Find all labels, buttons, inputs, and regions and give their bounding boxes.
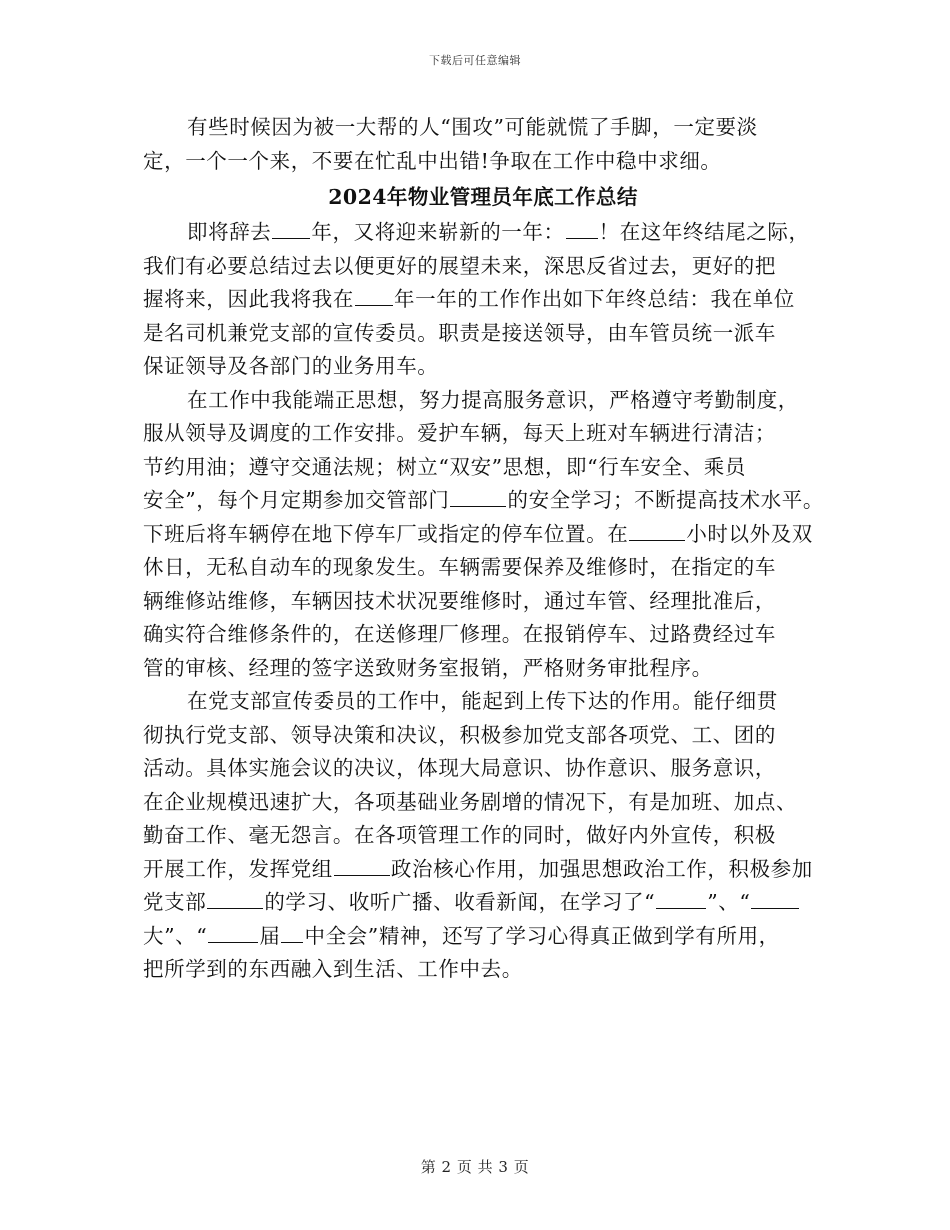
fill-in-blank [566,220,598,239]
p3-line-7-b: 的学习、收听广播、收看新闻，在学习了“ [264,890,656,914]
p1-line-2: 我们有必要总结过去以便更好的展望未来，深思反省过去，更好的把 [143,253,776,278]
p1-line-1-b: 年，又将迎来崭新的一年： [311,220,565,244]
p2-line-5-b: 小时以外及双 [686,521,813,546]
fill-in-blank [281,924,303,943]
fill-in-blank [450,488,506,507]
p3-line-9: 把所学到的东西融入到生活、工作中去。 [143,957,523,981]
p3-line-7-a: 党支部 [143,890,207,914]
p1-line-3-b: 年一年的工作作出如下年终总结：我在单位 [394,287,795,311]
p2-line-1: 在工作中我能端正思想，努力提高服务意识，严格遵守考勤制度， [187,387,799,412]
fill-in-blank [207,890,263,909]
page-footer: 第 2 页 共 3 页 [420,1158,530,1176]
p1-line-1-c: ！在这年终结尾之际， [598,220,810,244]
p3-line-6-a: 开展工作，发挥党组 [143,856,333,881]
p2-line-2: 服从领导及调度的工作安排。爱护车辆，每天上班对车辆进行清洁； [143,421,776,445]
p1-line-3 [143,283,823,317]
page-header: 下载后可任意编辑 [429,54,521,67]
p3-line-8 [143,920,823,954]
p1-line-1-a: 即将辞去 [187,220,272,244]
fill-in-blank [334,857,390,876]
p2-line-8: 确实符合维修条件的，在送修理厂修理。在报销停车、过路费经过车 [143,622,776,646]
p2-line-4 [143,484,823,518]
p3-line-5: 勤奋工作、毫无怨言。在各项管理工作的同时，做好内外宣传，积极 [143,823,776,847]
p3-line-1: 在党支部宣传委员的工作中，能起到上传下达的作用。能仔细贯 [187,689,778,713]
p2-line-4-a: 安全”，每个月定期参加交管部门 [143,488,450,512]
p2-line-9: 管的审核、经理的签字送致财务室报销，严格财务审批程序。 [143,655,713,680]
p1-line-3-a: 握将来，因此我将我在 [143,287,354,311]
p1-line-1 [143,216,823,250]
p1-line-5: 保证领导及各部门的业务用车。 [143,354,439,378]
p3-line-7 [143,886,823,920]
p3-line-6 [143,853,823,887]
fill-in-blank [355,287,393,306]
p3-line-6-b: 政治核心作用，加强思想政治工作，积极参加 [390,856,813,881]
fill-in-blank [629,522,685,541]
p2-line-6: 休日，无私自动车的现象发生。车辆需要保养及维修时，在指定的车 [143,555,776,579]
p3-line-8-b: 届 [259,923,281,948]
document-title: 2024年物业管理员年底工作总结 [328,185,638,209]
fill-in-blank [272,220,310,239]
intro-line-1: 有些时候因为被一大帮的人“围攻”可能就慌了手脚，一定要淡 [187,115,758,139]
p2-line-5-a: 下班后将车辆停在地下停车厂或指定的停车位置。在 [143,521,629,546]
p3-line-3: 活动。具体实施会议的决议，体现大局意识、协作意识、服务意识， [143,756,776,780]
p3-line-4: 在企业规模迅速扩大，各项基础业务剧增的情况下，有是加班、加点、 [143,789,798,814]
p3-line-2: 彻执行党支部、领导决策和决议，积极参加党支部各项党、工、团的 [143,722,776,747]
fill-in-blank [751,890,799,909]
p3-line-8-c: 中全会”精神，还写了学习心得真正做到学有所用， [304,923,780,948]
intro-line-2: 定，一个一个来，不要在忙乱中出错!争取在工作中稳中求细。 [143,148,722,173]
p2-line-5 [143,518,823,552]
p2-line-4-b: 的安全学习；不断提高技术水平。 [507,488,824,512]
p2-line-7: 辆维修站维修，车辆因技术状况要维修时，通过车管、经理批准后， [143,588,776,613]
document-body [143,111,823,987]
p3-line-8-a: 大”、“ [143,923,208,948]
p1-line-4: 是名司机兼党支部的宣传委员。职责是接送领导，由车管员统一派车 [143,320,776,345]
p2-line-3: 节约用油；遵守交通法规；树立“双安”思想，即“行车安全、乘员 [143,454,746,479]
p3-line-7-c: ”、“ [707,890,751,914]
fill-in-blank [656,890,706,909]
fill-in-blank [208,924,258,943]
